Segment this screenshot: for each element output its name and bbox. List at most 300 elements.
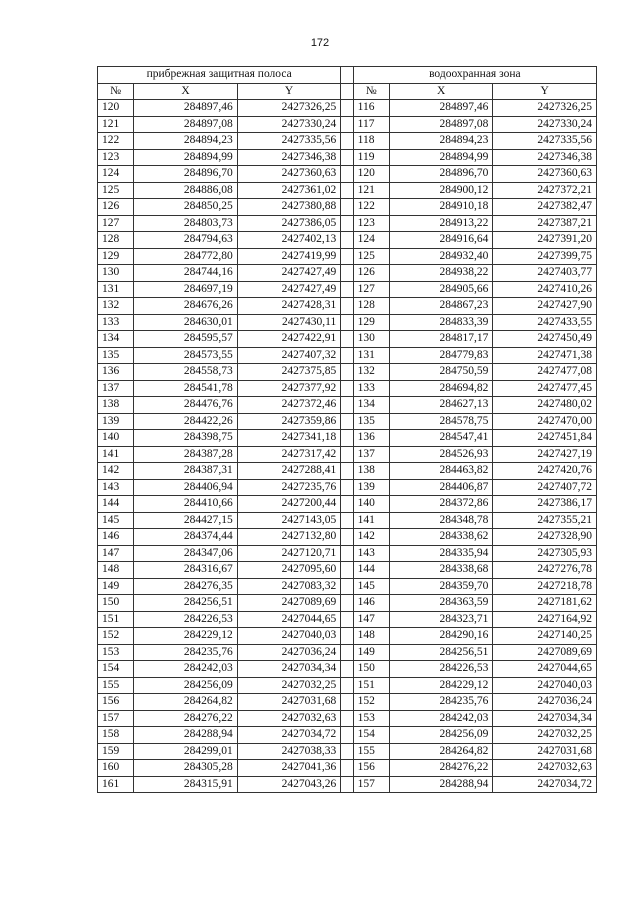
right-x-coordinate: 284627,13 bbox=[389, 397, 493, 414]
left-point-number: 131 bbox=[98, 281, 134, 298]
left-point-number: 158 bbox=[98, 727, 134, 744]
left-y-coordinate: 2427083,32 bbox=[237, 578, 341, 595]
right-y-coordinate: 2427218,78 bbox=[493, 578, 597, 595]
column-gap bbox=[341, 578, 353, 595]
column-gap bbox=[341, 727, 353, 744]
right-y-coordinate: 2427335,56 bbox=[493, 133, 597, 150]
right-point-number: 142 bbox=[353, 529, 389, 546]
column-gap bbox=[341, 628, 353, 645]
left-y-coordinate: 2427419,99 bbox=[237, 248, 341, 265]
column-gap bbox=[341, 397, 353, 414]
left-y-coordinate: 2427089,69 bbox=[237, 595, 341, 612]
right-x-coordinate: 284867,23 bbox=[389, 298, 493, 315]
left-y-coordinate: 2427359,86 bbox=[237, 413, 341, 430]
left-x-coordinate: 284803,73 bbox=[134, 215, 238, 232]
left-x-coordinate: 284772,80 bbox=[134, 248, 238, 265]
left-x-coordinate: 284886,08 bbox=[134, 182, 238, 199]
right-y-coordinate: 2427032,63 bbox=[493, 760, 597, 777]
left-point-number: 121 bbox=[98, 116, 134, 133]
table-row bbox=[98, 133, 597, 150]
left-point-number: 135 bbox=[98, 347, 134, 364]
right-y-coordinate: 2427451,84 bbox=[493, 430, 597, 447]
left-y-coordinate: 2427427,49 bbox=[237, 281, 341, 298]
table-row bbox=[98, 611, 597, 628]
left-header-x: X bbox=[134, 83, 238, 100]
column-gap bbox=[341, 413, 353, 430]
right-y-coordinate: 2427477,45 bbox=[493, 380, 597, 397]
right-x-coordinate: 284817,17 bbox=[389, 331, 493, 348]
table-row bbox=[98, 694, 597, 711]
left-point-number: 133 bbox=[98, 314, 134, 331]
left-x-coordinate: 284894,23 bbox=[134, 133, 238, 150]
right-point-number: 153 bbox=[353, 710, 389, 727]
column-gap bbox=[341, 694, 353, 711]
right-x-coordinate: 284323,71 bbox=[389, 611, 493, 628]
table-row bbox=[98, 100, 597, 117]
left-point-number: 140 bbox=[98, 430, 134, 447]
table-row bbox=[98, 298, 597, 315]
left-x-coordinate: 284896,70 bbox=[134, 166, 238, 183]
right-y-coordinate: 2427032,25 bbox=[493, 727, 597, 744]
right-point-number: 144 bbox=[353, 562, 389, 579]
table-row bbox=[98, 595, 597, 612]
right-point-number: 139 bbox=[353, 479, 389, 496]
right-point-number: 117 bbox=[353, 116, 389, 133]
left-x-coordinate: 284256,09 bbox=[134, 677, 238, 694]
left-point-number: 136 bbox=[98, 364, 134, 381]
right-point-number: 143 bbox=[353, 545, 389, 562]
table-row bbox=[98, 644, 597, 661]
right-point-number: 118 bbox=[353, 133, 389, 150]
left-x-coordinate: 284316,67 bbox=[134, 562, 238, 579]
left-y-coordinate: 2427372,46 bbox=[237, 397, 341, 414]
table-row bbox=[98, 677, 597, 694]
column-gap bbox=[341, 380, 353, 397]
column-gap bbox=[341, 83, 353, 100]
right-point-number: 135 bbox=[353, 413, 389, 430]
right-x-coordinate: 284526,93 bbox=[389, 446, 493, 463]
table-row bbox=[98, 364, 597, 381]
left-x-coordinate: 284398,75 bbox=[134, 430, 238, 447]
table-row bbox=[98, 199, 597, 216]
right-x-coordinate: 284406,87 bbox=[389, 479, 493, 496]
right-x-coordinate: 284363,59 bbox=[389, 595, 493, 612]
right-x-coordinate: 284910,18 bbox=[389, 199, 493, 216]
right-y-coordinate: 2427089,69 bbox=[493, 644, 597, 661]
right-point-number: 129 bbox=[353, 314, 389, 331]
table-row bbox=[98, 347, 597, 364]
left-x-coordinate: 284288,94 bbox=[134, 727, 238, 744]
left-point-number: 155 bbox=[98, 677, 134, 694]
right-x-coordinate: 284897,46 bbox=[389, 100, 493, 117]
left-header-y: Y bbox=[237, 83, 341, 100]
column-gap bbox=[341, 182, 353, 199]
left-point-number: 132 bbox=[98, 298, 134, 315]
left-point-number: 148 bbox=[98, 562, 134, 579]
left-point-number: 145 bbox=[98, 512, 134, 529]
right-point-number: 140 bbox=[353, 496, 389, 513]
table-row bbox=[98, 710, 597, 727]
right-x-coordinate: 284288,94 bbox=[389, 776, 493, 793]
right-y-coordinate: 2427305,93 bbox=[493, 545, 597, 562]
table-body bbox=[98, 100, 597, 793]
left-y-coordinate: 2427043,26 bbox=[237, 776, 341, 793]
right-x-coordinate: 284463,82 bbox=[389, 463, 493, 480]
left-point-number: 125 bbox=[98, 182, 134, 199]
table-row bbox=[98, 727, 597, 744]
left-x-coordinate: 284630,01 bbox=[134, 314, 238, 331]
right-y-coordinate: 2427330,24 bbox=[493, 116, 597, 133]
table-row bbox=[98, 529, 597, 546]
right-point-number: 131 bbox=[353, 347, 389, 364]
right-x-coordinate: 284372,86 bbox=[389, 496, 493, 513]
right-y-coordinate: 2427326,25 bbox=[493, 100, 597, 117]
right-x-coordinate: 284256,51 bbox=[389, 644, 493, 661]
column-gap bbox=[341, 298, 353, 315]
left-y-coordinate: 2427335,56 bbox=[237, 133, 341, 150]
column-gap bbox=[341, 347, 353, 364]
left-y-coordinate: 2427360,63 bbox=[237, 166, 341, 183]
right-point-number: 155 bbox=[353, 743, 389, 760]
left-y-coordinate: 2427422,91 bbox=[237, 331, 341, 348]
left-y-coordinate: 2427041,36 bbox=[237, 760, 341, 777]
right-y-coordinate: 2427382,47 bbox=[493, 199, 597, 216]
left-point-number: 157 bbox=[98, 710, 134, 727]
column-gap bbox=[341, 133, 353, 150]
right-point-number: 145 bbox=[353, 578, 389, 595]
right-y-coordinate: 2427140,25 bbox=[493, 628, 597, 645]
left-y-coordinate: 2427341,18 bbox=[237, 430, 341, 447]
right-point-number: 136 bbox=[353, 430, 389, 447]
right-x-coordinate: 284905,66 bbox=[389, 281, 493, 298]
right-y-coordinate: 2427450,49 bbox=[493, 331, 597, 348]
left-x-coordinate: 284276,22 bbox=[134, 710, 238, 727]
column-gap bbox=[341, 677, 353, 694]
right-y-coordinate: 2427034,72 bbox=[493, 776, 597, 793]
table-row bbox=[98, 661, 597, 678]
right-x-coordinate: 284290,16 bbox=[389, 628, 493, 645]
left-point-number: 153 bbox=[98, 644, 134, 661]
table-row bbox=[98, 314, 597, 331]
right-point-number: 156 bbox=[353, 760, 389, 777]
left-y-coordinate: 2427120,71 bbox=[237, 545, 341, 562]
right-x-coordinate: 284578,75 bbox=[389, 413, 493, 430]
left-y-coordinate: 2427031,68 bbox=[237, 694, 341, 711]
right-point-number: 157 bbox=[353, 776, 389, 793]
left-y-coordinate: 2427036,24 bbox=[237, 644, 341, 661]
left-point-number: 149 bbox=[98, 578, 134, 595]
left-x-coordinate: 284676,26 bbox=[134, 298, 238, 315]
left-point-number: 120 bbox=[98, 100, 134, 117]
left-x-coordinate: 284387,31 bbox=[134, 463, 238, 480]
right-x-coordinate: 284359,70 bbox=[389, 578, 493, 595]
left-point-number: 159 bbox=[98, 743, 134, 760]
left-section-title: прибрежная защитная полоса bbox=[98, 67, 341, 84]
table-row bbox=[98, 116, 597, 133]
left-point-number: 156 bbox=[98, 694, 134, 711]
right-point-number: 134 bbox=[353, 397, 389, 414]
left-y-coordinate: 2427200,44 bbox=[237, 496, 341, 513]
right-point-number: 130 bbox=[353, 331, 389, 348]
left-point-number: 160 bbox=[98, 760, 134, 777]
left-y-coordinate: 2427402,13 bbox=[237, 232, 341, 249]
right-y-coordinate: 2427471,38 bbox=[493, 347, 597, 364]
column-gap bbox=[341, 562, 353, 579]
left-y-coordinate: 2427428,31 bbox=[237, 298, 341, 315]
table-row bbox=[98, 760, 597, 777]
left-x-coordinate: 284305,28 bbox=[134, 760, 238, 777]
left-y-coordinate: 2427095,60 bbox=[237, 562, 341, 579]
column-gap bbox=[341, 479, 353, 496]
column-header-row bbox=[98, 83, 597, 100]
column-gap bbox=[341, 496, 353, 513]
column-gap bbox=[341, 215, 353, 232]
column-gap bbox=[341, 199, 353, 216]
table-row bbox=[98, 248, 597, 265]
column-gap bbox=[341, 446, 353, 463]
right-y-coordinate: 2427346,38 bbox=[493, 149, 597, 166]
right-x-coordinate: 284256,09 bbox=[389, 727, 493, 744]
right-point-number: 138 bbox=[353, 463, 389, 480]
left-point-number: 138 bbox=[98, 397, 134, 414]
right-y-coordinate: 2427470,00 bbox=[493, 413, 597, 430]
table-row bbox=[98, 397, 597, 414]
right-y-coordinate: 2427420,76 bbox=[493, 463, 597, 480]
column-gap bbox=[341, 265, 353, 282]
left-y-coordinate: 2427034,34 bbox=[237, 661, 341, 678]
left-point-number: 130 bbox=[98, 265, 134, 282]
left-x-coordinate: 284595,57 bbox=[134, 331, 238, 348]
right-point-number: 151 bbox=[353, 677, 389, 694]
left-x-coordinate: 284387,28 bbox=[134, 446, 238, 463]
left-x-coordinate: 284422,26 bbox=[134, 413, 238, 430]
column-gap bbox=[341, 529, 353, 546]
right-section-title: водоохранная зона bbox=[353, 67, 596, 84]
table-row bbox=[98, 463, 597, 480]
column-gap bbox=[341, 430, 353, 447]
right-point-number: 121 bbox=[353, 182, 389, 199]
coordinates-table bbox=[97, 66, 597, 793]
left-y-coordinate: 2427040,03 bbox=[237, 628, 341, 645]
left-point-number: 150 bbox=[98, 595, 134, 612]
right-x-coordinate: 284916,64 bbox=[389, 232, 493, 249]
left-x-coordinate: 284697,19 bbox=[134, 281, 238, 298]
table-row bbox=[98, 149, 597, 166]
left-y-coordinate: 2427377,92 bbox=[237, 380, 341, 397]
right-y-coordinate: 2427360,63 bbox=[493, 166, 597, 183]
right-point-number: 141 bbox=[353, 512, 389, 529]
right-x-coordinate: 284338,62 bbox=[389, 529, 493, 546]
left-point-number: 152 bbox=[98, 628, 134, 645]
right-x-coordinate: 284897,08 bbox=[389, 116, 493, 133]
left-point-number: 123 bbox=[98, 149, 134, 166]
column-gap bbox=[341, 760, 353, 777]
left-x-coordinate: 284235,76 bbox=[134, 644, 238, 661]
left-x-coordinate: 284226,53 bbox=[134, 611, 238, 628]
left-point-number: 151 bbox=[98, 611, 134, 628]
right-x-coordinate: 284348,78 bbox=[389, 512, 493, 529]
right-x-coordinate: 284779,83 bbox=[389, 347, 493, 364]
right-y-coordinate: 2427036,24 bbox=[493, 694, 597, 711]
column-gap bbox=[341, 611, 353, 628]
left-y-coordinate: 2427330,24 bbox=[237, 116, 341, 133]
column-gap bbox=[341, 595, 353, 612]
column-gap bbox=[341, 463, 353, 480]
section-title-row bbox=[98, 67, 597, 84]
right-point-number: 133 bbox=[353, 380, 389, 397]
table-row bbox=[98, 496, 597, 513]
right-x-coordinate: 284833,39 bbox=[389, 314, 493, 331]
left-point-number: 126 bbox=[98, 199, 134, 216]
right-x-coordinate: 284913,22 bbox=[389, 215, 493, 232]
column-gap bbox=[341, 710, 353, 727]
right-x-coordinate: 284938,22 bbox=[389, 265, 493, 282]
table-row bbox=[98, 265, 597, 282]
left-point-number: 127 bbox=[98, 215, 134, 232]
column-gap bbox=[341, 248, 353, 265]
left-y-coordinate: 2427375,85 bbox=[237, 364, 341, 381]
right-point-number: 119 bbox=[353, 149, 389, 166]
column-gap bbox=[341, 100, 353, 117]
left-x-coordinate: 284558,73 bbox=[134, 364, 238, 381]
left-y-coordinate: 2427386,05 bbox=[237, 215, 341, 232]
column-gap bbox=[341, 545, 353, 562]
right-x-coordinate: 284896,70 bbox=[389, 166, 493, 183]
right-point-number: 149 bbox=[353, 644, 389, 661]
left-x-coordinate: 284476,76 bbox=[134, 397, 238, 414]
table-row bbox=[98, 182, 597, 199]
left-y-coordinate: 2427032,25 bbox=[237, 677, 341, 694]
left-y-coordinate: 2427326,25 bbox=[237, 100, 341, 117]
right-x-coordinate: 284242,03 bbox=[389, 710, 493, 727]
column-gap bbox=[341, 67, 353, 84]
right-x-coordinate: 284900,12 bbox=[389, 182, 493, 199]
right-y-coordinate: 2427433,55 bbox=[493, 314, 597, 331]
right-x-coordinate: 284338,68 bbox=[389, 562, 493, 579]
left-y-coordinate: 2427380,88 bbox=[237, 199, 341, 216]
column-gap bbox=[341, 512, 353, 529]
table-row bbox=[98, 232, 597, 249]
right-y-coordinate: 2427040,03 bbox=[493, 677, 597, 694]
left-x-coordinate: 284276,35 bbox=[134, 578, 238, 595]
left-x-coordinate: 284410,66 bbox=[134, 496, 238, 513]
left-point-number: 144 bbox=[98, 496, 134, 513]
right-x-coordinate: 284750,59 bbox=[389, 364, 493, 381]
right-point-number: 116 bbox=[353, 100, 389, 117]
left-x-coordinate: 284541,78 bbox=[134, 380, 238, 397]
column-gap bbox=[341, 331, 353, 348]
page-number: 172 bbox=[310, 37, 330, 49]
right-point-number: 154 bbox=[353, 727, 389, 744]
left-header-num: № bbox=[98, 83, 134, 100]
left-x-coordinate: 284299,01 bbox=[134, 743, 238, 760]
left-y-coordinate: 2427235,76 bbox=[237, 479, 341, 496]
left-x-coordinate: 284894,99 bbox=[134, 149, 238, 166]
right-y-coordinate: 2427477,08 bbox=[493, 364, 597, 381]
left-point-number: 146 bbox=[98, 529, 134, 546]
right-point-number: 125 bbox=[353, 248, 389, 265]
right-y-coordinate: 2427407,72 bbox=[493, 479, 597, 496]
column-gap bbox=[341, 281, 353, 298]
left-x-coordinate: 284242,03 bbox=[134, 661, 238, 678]
left-y-coordinate: 2427044,65 bbox=[237, 611, 341, 628]
left-y-coordinate: 2427132,80 bbox=[237, 529, 341, 546]
right-y-coordinate: 2427410,26 bbox=[493, 281, 597, 298]
column-gap bbox=[341, 743, 353, 760]
left-x-coordinate: 284744,16 bbox=[134, 265, 238, 282]
right-y-coordinate: 2427276,78 bbox=[493, 562, 597, 579]
right-x-coordinate: 284276,22 bbox=[389, 760, 493, 777]
column-gap bbox=[341, 232, 353, 249]
right-y-coordinate: 2427328,90 bbox=[493, 529, 597, 546]
right-point-number: 147 bbox=[353, 611, 389, 628]
right-point-number: 128 bbox=[353, 298, 389, 315]
left-y-coordinate: 2427427,49 bbox=[237, 265, 341, 282]
left-y-coordinate: 2427143,05 bbox=[237, 512, 341, 529]
table-row bbox=[98, 166, 597, 183]
table-row bbox=[98, 512, 597, 529]
left-point-number: 141 bbox=[98, 446, 134, 463]
table-row bbox=[98, 331, 597, 348]
left-x-coordinate: 284573,55 bbox=[134, 347, 238, 364]
right-y-coordinate: 2427044,65 bbox=[493, 661, 597, 678]
right-point-number: 120 bbox=[353, 166, 389, 183]
left-y-coordinate: 2427361,02 bbox=[237, 182, 341, 199]
right-point-number: 148 bbox=[353, 628, 389, 645]
table-row bbox=[98, 446, 597, 463]
left-y-coordinate: 2427317,42 bbox=[237, 446, 341, 463]
right-y-coordinate: 2427427,19 bbox=[493, 446, 597, 463]
right-x-coordinate: 284264,82 bbox=[389, 743, 493, 760]
left-x-coordinate: 284406,94 bbox=[134, 479, 238, 496]
right-point-number: 132 bbox=[353, 364, 389, 381]
column-gap bbox=[341, 166, 353, 183]
right-x-coordinate: 284547,41 bbox=[389, 430, 493, 447]
right-y-coordinate: 2427372,21 bbox=[493, 182, 597, 199]
right-point-number: 126 bbox=[353, 265, 389, 282]
right-header-y: Y bbox=[493, 83, 597, 100]
right-x-coordinate: 284694,82 bbox=[389, 380, 493, 397]
table-row bbox=[98, 776, 597, 793]
right-x-coordinate: 284235,76 bbox=[389, 694, 493, 711]
left-y-coordinate: 2427032,63 bbox=[237, 710, 341, 727]
left-point-number: 139 bbox=[98, 413, 134, 430]
left-x-coordinate: 284256,51 bbox=[134, 595, 238, 612]
table-row bbox=[98, 430, 597, 447]
right-point-number: 146 bbox=[353, 595, 389, 612]
right-y-coordinate: 2427031,68 bbox=[493, 743, 597, 760]
left-point-number: 122 bbox=[98, 133, 134, 150]
left-y-coordinate: 2427346,38 bbox=[237, 149, 341, 166]
column-gap bbox=[341, 661, 353, 678]
left-x-coordinate: 284897,08 bbox=[134, 116, 238, 133]
right-y-coordinate: 2427399,75 bbox=[493, 248, 597, 265]
left-point-number: 137 bbox=[98, 380, 134, 397]
right-header-x: X bbox=[389, 83, 493, 100]
right-y-coordinate: 2427427,90 bbox=[493, 298, 597, 315]
right-y-coordinate: 2427164,92 bbox=[493, 611, 597, 628]
right-y-coordinate: 2427355,21 bbox=[493, 512, 597, 529]
column-gap bbox=[341, 149, 353, 166]
left-point-number: 161 bbox=[98, 776, 134, 793]
left-x-coordinate: 284794,63 bbox=[134, 232, 238, 249]
right-x-coordinate: 284894,23 bbox=[389, 133, 493, 150]
right-y-coordinate: 2427181,62 bbox=[493, 595, 597, 612]
left-x-coordinate: 284850,25 bbox=[134, 199, 238, 216]
left-point-number: 143 bbox=[98, 479, 134, 496]
right-point-number: 122 bbox=[353, 199, 389, 216]
right-x-coordinate: 284226,53 bbox=[389, 661, 493, 678]
